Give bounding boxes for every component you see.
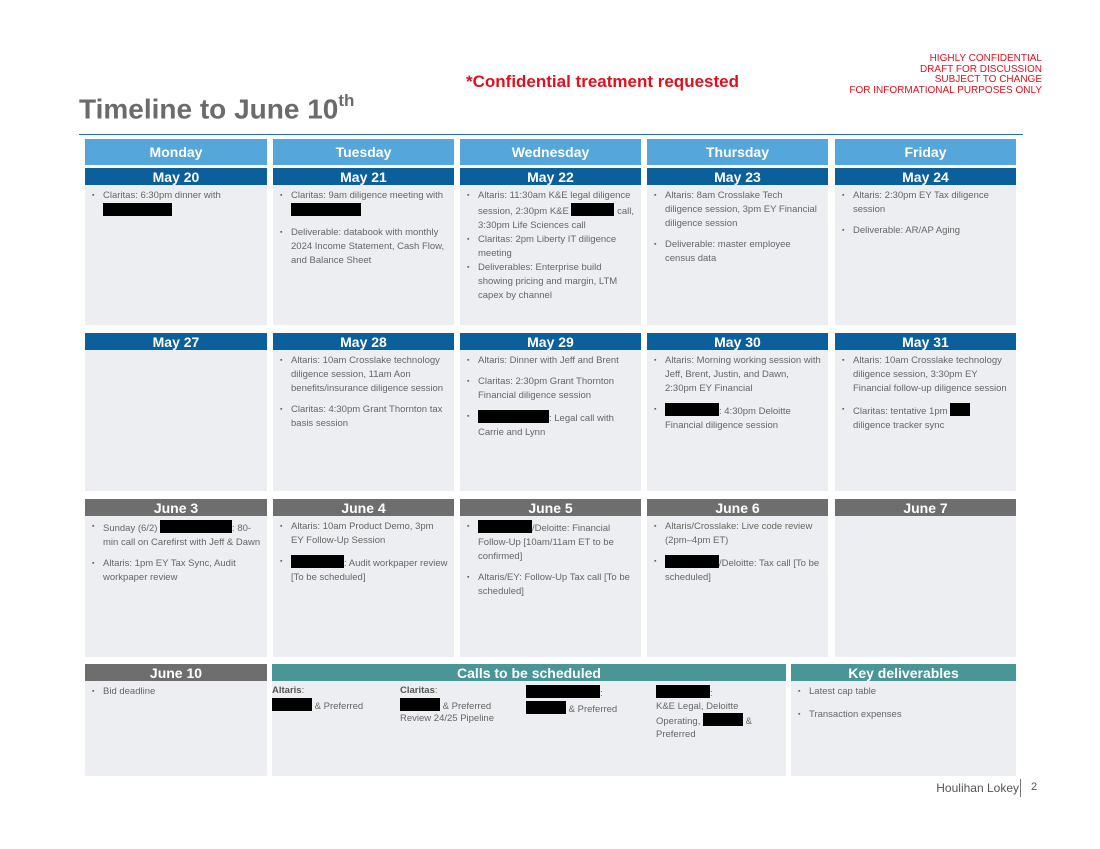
redaction-block (291, 555, 344, 568)
date-label: May 30 (647, 333, 828, 350)
redaction-block (665, 555, 719, 568)
list-item: ▪ Altaris: 11:30am K&E legal diligence session, 2:30pm K&E call, 3:30pm Life Sciences call (464, 189, 635, 233)
list-item: ▪ Claritas: tentative 1pm diligence tracker sync (839, 403, 1010, 433)
date-label: May 29 (460, 333, 641, 350)
day-header-friday: Friday (835, 139, 1016, 165)
list-item: ▪ : 4:30pm Deloitte Financial diligence session (651, 403, 822, 433)
list-item: ▪ : Legal call with Carrie and Lynn (464, 410, 635, 440)
date-label: June 7 (835, 499, 1016, 516)
date-label: June 4 (273, 499, 454, 516)
day-header-thursday: Thursday (647, 139, 828, 165)
redaction-block (526, 685, 600, 698)
calendar-cell (835, 499, 1016, 657)
list-item: ▪ Deliverables: Enterprise build showing pricing and margin, LTM capex by channel (464, 261, 635, 303)
list-item: ▪ Altaris: Dinner with Jeff and Brent (464, 354, 635, 368)
redaction-block (291, 203, 361, 216)
calendar-cell (273, 499, 454, 657)
confidential-notice: *Confidential treatment requested (466, 72, 739, 91)
draft-line: DRAFT FOR DISCUSSION (919, 63, 1042, 75)
redaction-block (571, 203, 614, 216)
list-item: ▪ Deliverable: databook with monthly 2024 Income Statement, Cash Flow, and Balance Sheet (277, 226, 448, 268)
draft-line: SUBJECT TO CHANGE (934, 74, 1042, 85)
redaction-block (950, 403, 970, 416)
date-label: May 27 (85, 333, 267, 350)
calendar-cell (647, 168, 828, 325)
title-superscript: th (338, 91, 355, 110)
list-item: ▪ /Deloitte: Financial Follow-Up [10am/11am ET to be confirmed] (464, 520, 635, 564)
calendar-cell (835, 333, 1016, 491)
date-label: May 31 (835, 333, 1016, 350)
date-label: May 22 (460, 168, 641, 185)
list-item: ▪ Transaction expenses (795, 708, 1010, 722)
call-column-altaris: Altaris: & Preferred (272, 685, 364, 712)
list-item: ▪ Altaris: Morning working session with Jeff, Brent, Justin, and Dawn, 2:30pm EY Financial (651, 354, 822, 396)
redaction-block (103, 203, 172, 216)
date-label: June 6 (647, 499, 828, 516)
call-column-claritas: Claritas: & Preferred Review 24/25 Pipeline (400, 685, 495, 724)
list-item: ▪ Bid deadline (89, 685, 261, 699)
redaction-block (703, 713, 743, 726)
date-label: May 21 (273, 168, 454, 185)
list-item: ▪ Claritas: 2:30pm Grant Thornton Financial diligence session (464, 375, 635, 403)
redaction-block (665, 403, 719, 416)
list-item: ▪ Altaris: 8am Crosslake Tech diligence session, 3pm EY Financial diligence session (651, 189, 822, 231)
footer-divider (1020, 779, 1021, 797)
list-item: ▪ Claritas: 9am diligence meeting with (277, 189, 448, 219)
calendar-cell (273, 168, 454, 325)
list-item: ▪ Altaris/EY: Follow-Up Tax call [To be scheduled] (464, 571, 635, 599)
redaction-block (400, 698, 440, 711)
calendar-cell (460, 168, 641, 325)
calendar-cell (647, 333, 828, 491)
list-item: ▪ Claritas: 2pm Liberty IT diligence meeting (464, 233, 635, 261)
list-item: ▪ Deliverable: AR/AP Aging (839, 224, 1010, 238)
key-deliverables-header: Key deliverables (791, 664, 1016, 681)
list-item: ▪ Claritas: 6:30pm dinner with (89, 189, 261, 219)
footer-brand: Houlihan Lokey (936, 781, 1019, 795)
list-item: ▪ Altaris: 1pm EY Tax Sync, Audit workpaper review (89, 557, 261, 585)
day-header-wednesday: Wednesday (460, 139, 641, 165)
title-divider (79, 134, 1023, 135)
list-item: ▪ Deliverable: master employee census data (651, 238, 822, 266)
list-item: ▪ Altaris: 10am Crosslake technology diligence session, 11am Aon benefits/insurance diligence session (277, 354, 448, 396)
date-label: June 10 (85, 664, 267, 681)
page-title (79, 93, 354, 125)
list-item: ▪ /Deloitte: Tax call [To be scheduled] (651, 555, 822, 585)
draft-line: HIGHLY CONFIDENTIAL (929, 53, 1042, 64)
calendar-cell (647, 499, 828, 657)
redaction-block (478, 520, 532, 533)
list-item: ▪ Altaris: 10am Product Demo, 3pm EY Follow-Up Session (277, 520, 448, 548)
day-header-monday: Monday (85, 139, 267, 165)
list-item: ▪ Altaris/Crosslake: Live code review (2pm–4pm ET) (651, 520, 822, 548)
list-item: ▪ Altaris: 10am Crosslake technology diligence session, 3:30pm EY Financial follow-up diligence session (839, 354, 1010, 396)
list-item: ▪ Latest cap table (795, 685, 1010, 699)
calendar-cell (85, 499, 267, 657)
redaction-block (526, 701, 566, 714)
date-label: June 5 (460, 499, 641, 516)
day-header-tuesday: Tuesday (273, 139, 454, 165)
draft-line: FOR INFORMATIONAL PURPOSES ONLY (849, 84, 1042, 96)
calendar-cell (273, 333, 454, 491)
calendar-cell (460, 333, 641, 491)
list-item: ▪ Sunday (6/2) : 80-min call on Carefirst with Jeff & Dawn (89, 520, 261, 550)
call-column-redacted-2: : K&E Legal, Deloitte Operating, & Preferred (656, 685, 776, 741)
redaction-block (272, 698, 312, 711)
calendar-cell (85, 333, 267, 491)
calendar-cell (460, 499, 641, 657)
date-label: May 28 (273, 333, 454, 350)
redaction-block (478, 410, 549, 423)
date-label: May 24 (835, 168, 1016, 185)
redaction-block (656, 685, 710, 698)
calendar-cell (85, 168, 267, 325)
calls-to-be-scheduled-panel (272, 681, 786, 776)
list-item: ▪ : Audit workpaper review [To be scheduled] (277, 555, 448, 585)
date-label: May 20 (85, 168, 267, 185)
calendar-cell (835, 168, 1016, 325)
redaction-block (160, 520, 232, 533)
date-label: May 23 (647, 168, 828, 185)
calls-to-be-scheduled-header: Calls to be scheduled (272, 664, 786, 681)
call-column-redacted: : & Preferred (526, 685, 617, 716)
key-deliverables-panel (791, 681, 1016, 776)
calendar-cell (85, 664, 267, 776)
draft-disclaimer (849, 54, 1042, 96)
list-item: ▪ Altaris: 2:30pm EY Tax diligence session (839, 189, 1010, 217)
date-label: June 3 (85, 499, 267, 516)
list-item: ▪ Claritas: 4:30pm Grant Thornton tax basis session (277, 403, 448, 431)
title-text: Timeline to June 10 (79, 93, 339, 125)
page-number: 2 (1031, 781, 1038, 793)
